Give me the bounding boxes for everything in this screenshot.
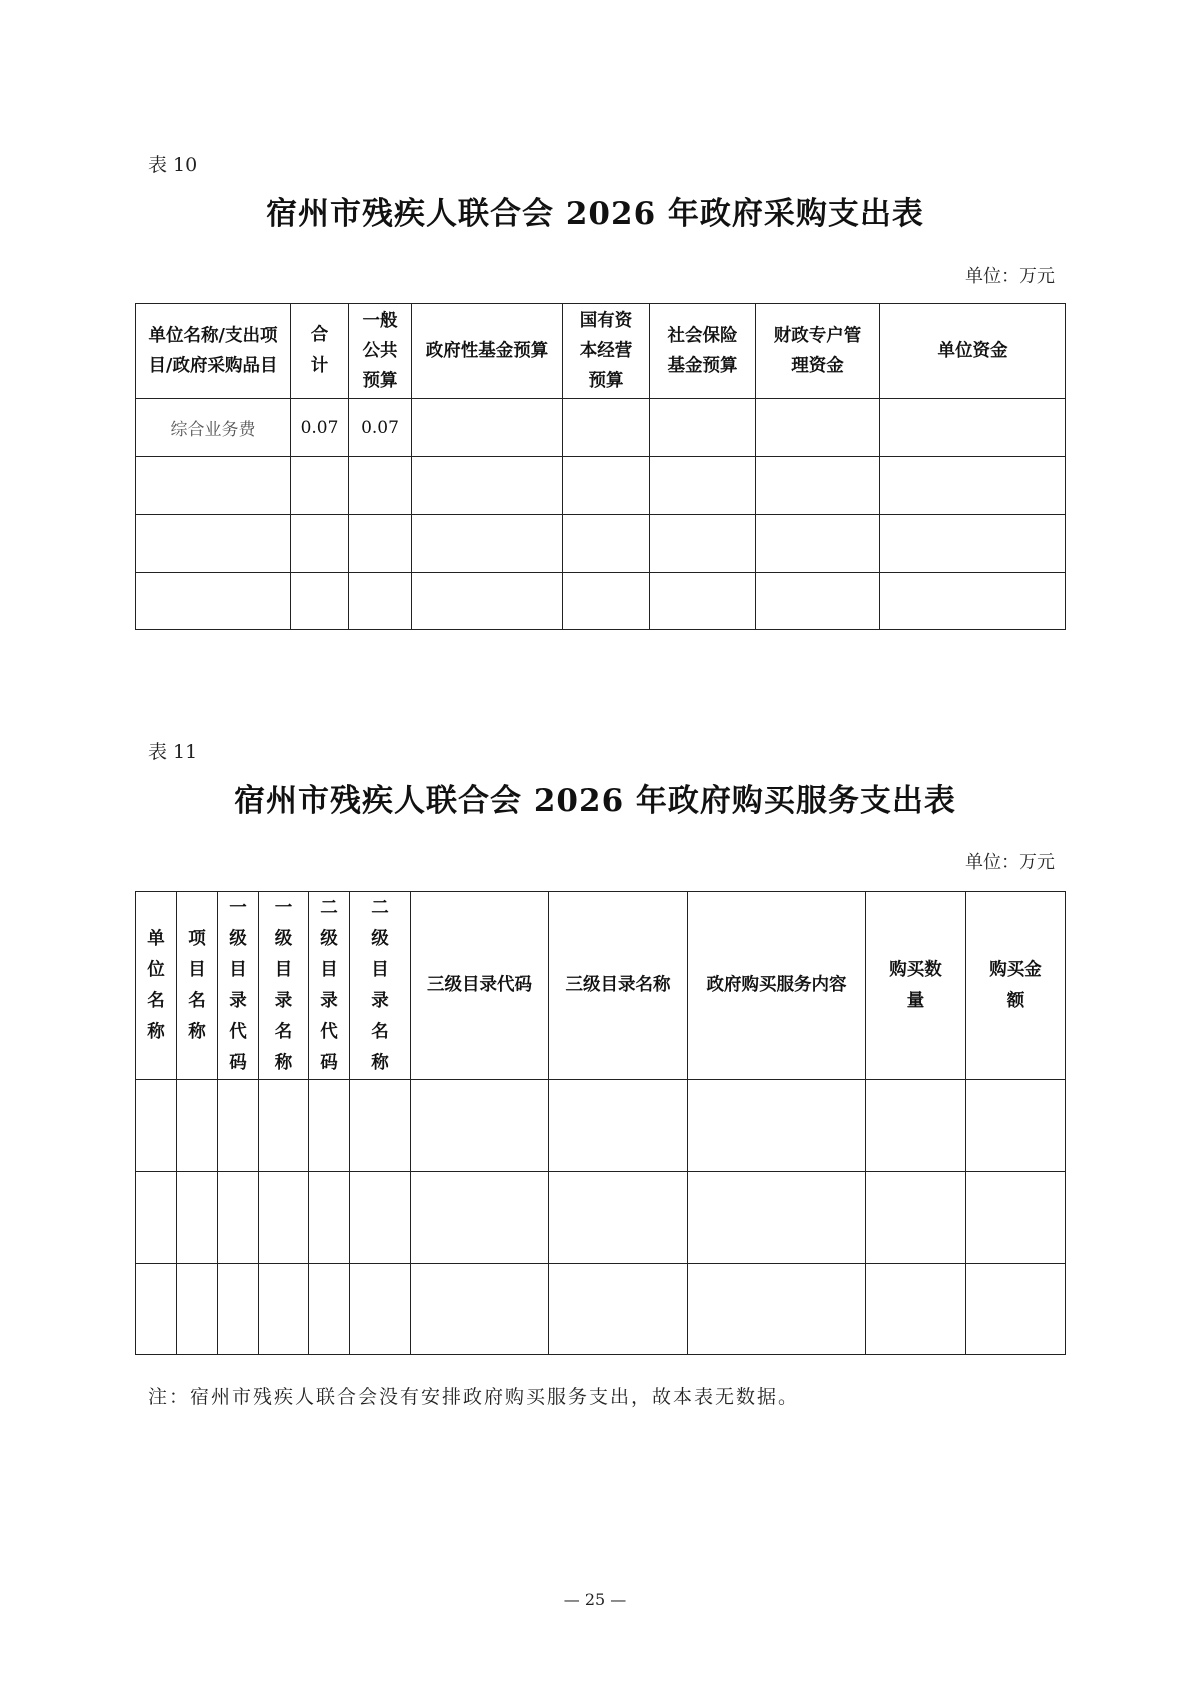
table-cell [411,1264,549,1355]
table-cell [136,1264,177,1355]
table-cell [350,1264,411,1355]
table-cell [563,457,650,515]
table-row [136,399,1066,457]
table-cell [259,1264,309,1355]
table-cell [966,1264,1066,1355]
table-cell [309,1264,350,1355]
table-header-row [136,892,1066,1080]
table-cell [756,457,880,515]
table-cell [756,515,880,573]
table-cell [349,457,412,515]
table-cell [563,399,650,457]
table-cell [880,573,1066,630]
table-cell [411,1172,549,1264]
table-cell [880,399,1066,457]
header-cell: 单位资金 [880,304,1066,399]
table-cell [411,1080,549,1172]
table-cell [136,1080,177,1172]
table11-label: 表 11 [148,741,198,763]
table-row [136,1172,1066,1264]
header-cell: 社会保险基金预算 [650,304,756,399]
table-cell: 0.07 [349,399,412,457]
header-cell: 国有资本经营预算 [563,304,650,399]
table-row [136,1264,1066,1355]
table-cell [412,573,563,630]
table-cell [291,515,349,573]
table-cell [350,1172,411,1264]
table-cell [412,457,563,515]
table11-unit: 单位：万元 [965,852,1055,873]
header-cell: 一级目录代码 [218,892,259,1080]
table-cell [688,1264,866,1355]
table-cell [650,457,756,515]
table-cell [549,1264,688,1355]
header-cell: 政府性基金预算 [412,304,563,399]
header-cell: 三级目录名称 [549,892,688,1080]
table-cell [218,1172,259,1264]
table-cell [880,457,1066,515]
table-cell [650,399,756,457]
table-row [136,515,1066,573]
table-cell [349,573,412,630]
table-cell [756,399,880,457]
table-cell [549,1172,688,1264]
header-cell: 二级目录名称 [350,892,411,1080]
header-cell: 三级目录代码 [411,892,549,1080]
table-cell [136,515,291,573]
table-cell [880,515,1066,573]
table-cell [688,1172,866,1264]
table10-title: 宿州市残疾人联合会 2026 年政府采购支出表 [266,196,924,232]
table-cell [412,399,563,457]
header-cell: 购买数量 [866,892,966,1080]
table10-label: 表 10 [148,154,198,176]
table-cell [309,1080,350,1172]
table-header-row [136,304,1066,399]
table-cell [549,1080,688,1172]
table-cell [866,1172,966,1264]
table-cell [650,515,756,573]
header-cell: 二级目录代码 [309,892,350,1080]
table-cell [136,573,291,630]
table-row [136,573,1066,630]
table-cell [309,1172,350,1264]
table-cell [291,573,349,630]
table-cell [291,457,349,515]
header-cell: 单位名称/支出项目/政府采购品目 [136,304,291,399]
table-cell [756,573,880,630]
table-cell [412,515,563,573]
header-cell: 一般公共预算 [349,304,412,399]
table-cell [218,1080,259,1172]
table-cell [650,573,756,630]
table-cell [136,457,291,515]
table-cell [259,1080,309,1172]
header-cell: 单位名称 [136,892,177,1080]
table-cell [688,1080,866,1172]
table-cell [259,1172,309,1264]
table11-title: 宿州市残疾人联合会 2026 年政府购买服务支出表 [234,783,956,819]
table-cell: 综合业务费 [136,399,291,457]
table-cell [350,1080,411,1172]
table-cell [563,573,650,630]
table-cell [866,1080,966,1172]
header-cell: 政府购买服务内容 [688,892,866,1080]
table10-unit: 单位：万元 [965,266,1055,287]
table-row [136,1080,1066,1172]
table-cell [966,1080,1066,1172]
table-cell [136,1172,177,1264]
header-cell: 合计 [291,304,349,399]
procurement-table [135,303,1066,630]
table-cell [177,1264,218,1355]
table-cell [866,1264,966,1355]
table11-note: 注：宿州市残疾人联合会没有安排政府购买服务支出，故本表无数据。 [148,1386,800,1408]
table-cell [966,1172,1066,1264]
table-cell: 0.07 [291,399,349,457]
service-purchase-table [135,891,1066,1355]
table-row [136,457,1066,515]
page-number: — 25 — [563,1590,627,1609]
table-cell [218,1264,259,1355]
header-cell: 项目名称 [177,892,218,1080]
table-cell [349,515,412,573]
table-cell [177,1172,218,1264]
header-cell: 一级目录名称 [259,892,309,1080]
table-cell [177,1080,218,1172]
header-cell: 财政专户管理资金 [756,304,880,399]
header-cell: 购买金额 [966,892,1066,1080]
table-cell [563,515,650,573]
